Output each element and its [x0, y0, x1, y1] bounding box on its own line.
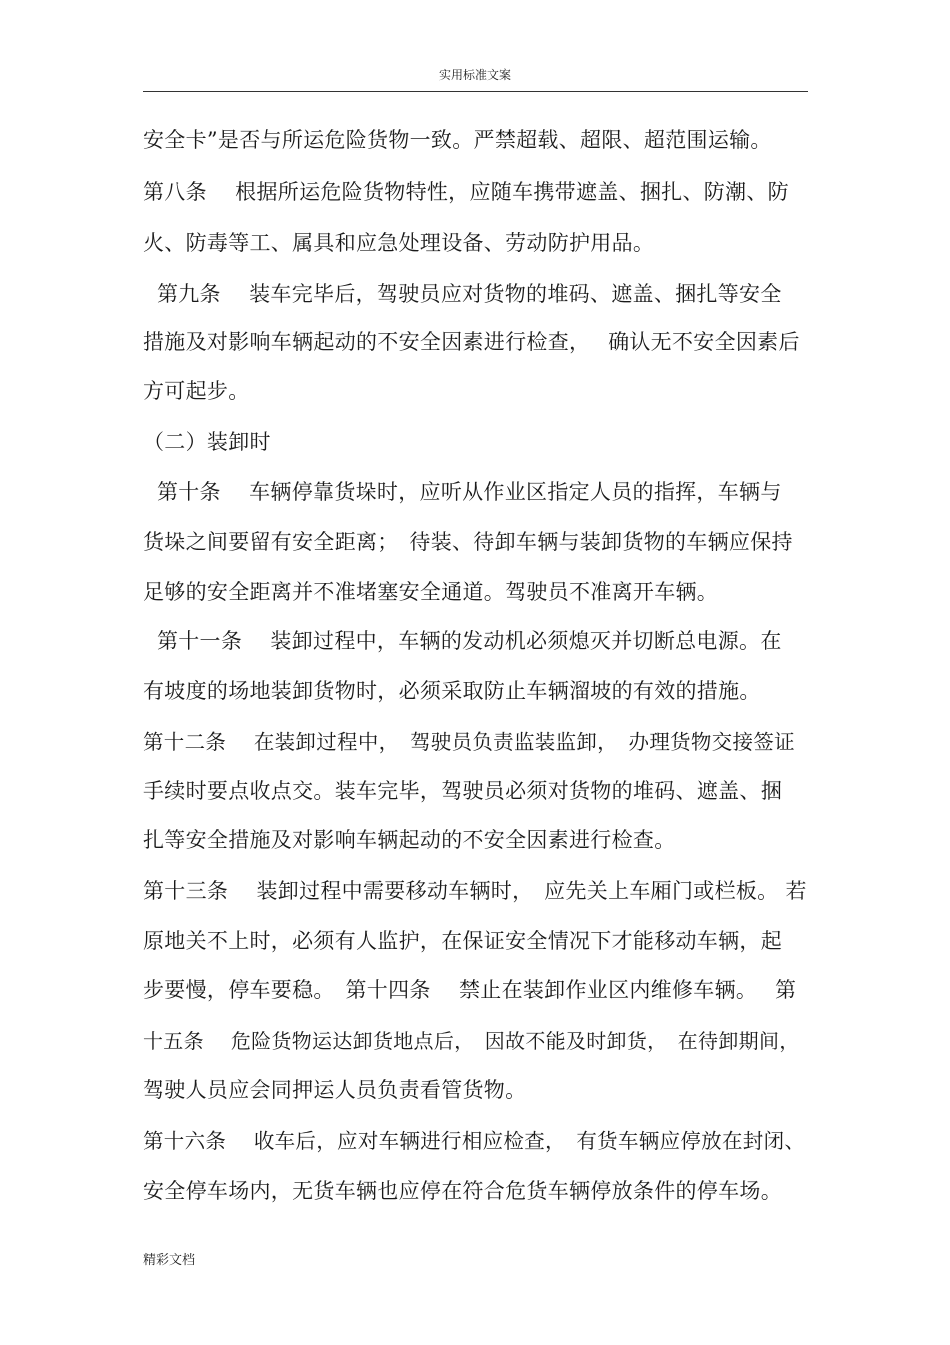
text-line: 第十二条 在装卸过程中， 驾驶员负责监装监卸， 办理货物交接签证	[143, 730, 795, 754]
text-line: 步要慢，停车要稳。 第十四条 禁止在装卸作业区内维修车辆。 第	[143, 978, 797, 1002]
text-line: 火、防毒等工、属具和应急处理设备、劳动防护用品。	[143, 231, 655, 255]
text-line: 有坡度的场地装卸货物时，必须采取防止车辆溜坡的有效的措施。	[143, 679, 761, 703]
text-line: 驾驶人员应会同押运人员负责看管货物。	[143, 1078, 527, 1102]
text-line: 方可起步。	[143, 379, 250, 403]
text-line: 手续时要点收点交。装车完毕，驾驶员必须对货物的堆码、遮盖、捆	[143, 779, 782, 803]
text-line: 第八条 根据所运危险货物特性，应随车携带遮盖、捆扎、防潮、防	[143, 180, 789, 204]
text-line: 十五条 危险货物运达卸货地点后， 因故不能及时卸货， 在待卸期间，	[143, 1029, 800, 1053]
text-line: 扎等安全措施及对影响车辆起动的不安全因素进行检查。	[143, 828, 676, 852]
text-line: 第十三条 装卸过程中需要移动车辆时， 应先关上车厢门或栏板。 若	[143, 879, 807, 903]
text-line: 第十六条 收车后，应对车辆进行相应检查， 有货车辆应停放在封闭、	[143, 1129, 806, 1153]
text-line: 货垛之间要留有安全距离； 待装、待卸车辆与装卸货物的车辆应保持	[143, 530, 793, 554]
text-line: 安全卡”是否与所运危险货物一致。严禁超载、超限、超范围运输。	[143, 128, 772, 152]
header-rule	[143, 91, 808, 92]
text-line: 足够的安全距离并不准堵塞安全通道。驾驶员不准离开车辆。	[143, 580, 719, 604]
text-line: 原地关不上时，必须有人监护，在保证安全情况下才能移动车辆，起	[143, 929, 782, 953]
text-line: 措施及对影响车辆起动的不安全因素进行检查， 确认无不安全因素后	[143, 330, 800, 354]
text-line: （二）装卸时	[143, 430, 271, 454]
text-line: 第九条 装车完毕后，驾驶员应对货物的堆码、遮盖、捆扎等安全	[143, 282, 782, 306]
text-line: 安全停车场内，无货车辆也应停在符合危货车辆停放条件的停车场。	[143, 1179, 782, 1203]
text-line: 第十条 车辆停靠货垛时，应听从作业区指定人员的指挥，车辆与	[143, 480, 782, 504]
page-footer: 精彩文档	[143, 1253, 196, 1268]
page-header: 实用标准文案	[438, 68, 511, 82]
text-line: 第十一条 装卸过程中，车辆的发动机必须熄灭并切断总电源。在	[143, 629, 782, 653]
